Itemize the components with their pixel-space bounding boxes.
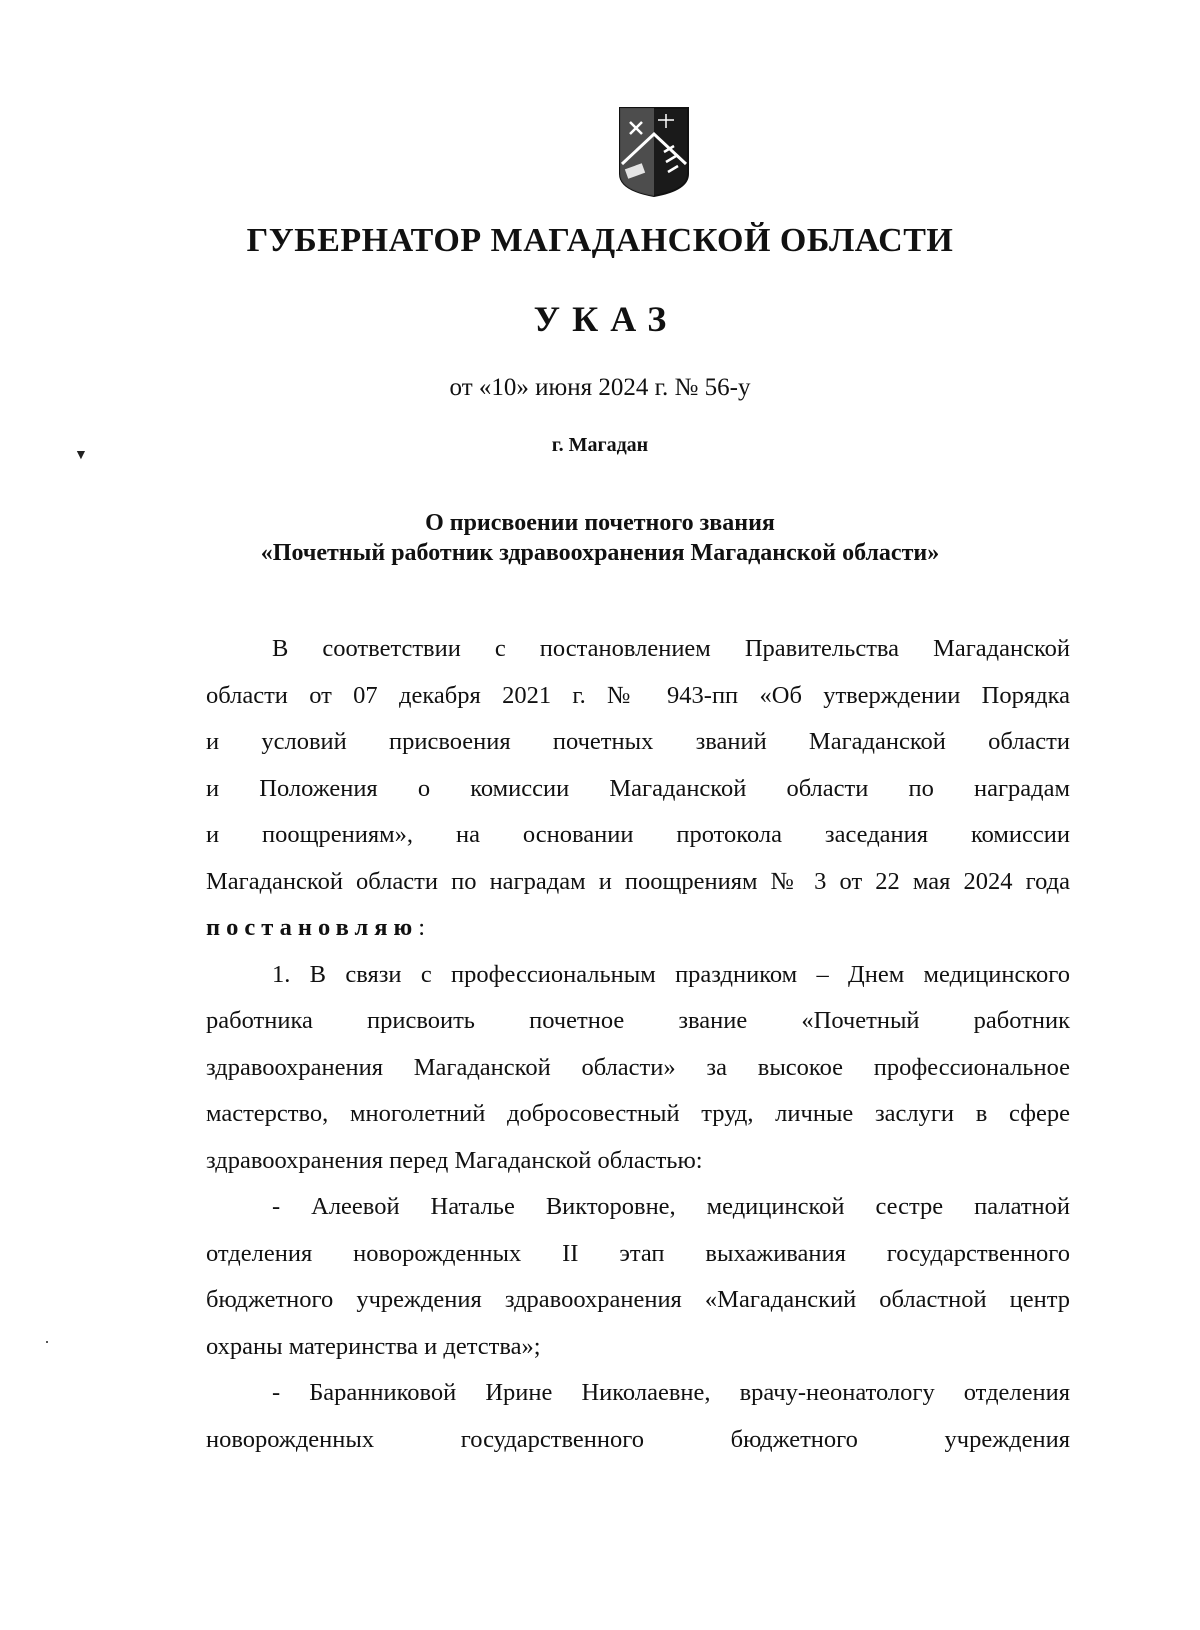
item1-line: здравоохранения перед Магаданской областью:	[206, 1146, 703, 1174]
issuer-title: ГУБЕРНАТОР МАГАДАНСКОЙ ОБЛАСТИ	[246, 222, 954, 259]
decree-subject	[0, 508, 1200, 568]
preamble-line: и условий присвоения почетных званий Магаданской области	[206, 728, 1070, 755]
decree-body	[206, 626, 1070, 1463]
person1-line: - Алеевой Наталье Викторовне, медицинской сестре палатной	[272, 1193, 1070, 1220]
preamble-line: и Положения о комиссии Магаданской области по наградам	[206, 774, 1070, 802]
preamble-line: и поощрениям», на основании протокола заседания комиссии	[206, 821, 1070, 848]
subject-line-1: О присвоении почетного звания	[425, 510, 775, 536]
subject-line-2: «Почетный работник здравоохранения Магаданской области»	[260, 540, 940, 566]
resolve-colon: :	[418, 914, 426, 941]
preamble-line: Магаданской области по наградам и поощрениям № 3 от 22 мая 2024 года	[206, 867, 1070, 895]
coat-of-arms-icon	[614, 104, 694, 198]
person1-line: отделения новорожденных II этап выхаживания государственного	[206, 1239, 1070, 1267]
person2-line: новорожденных государственного бюджетного учреждения	[206, 1425, 1070, 1453]
document-type-title: УКАЗ	[533, 299, 679, 339]
issue-city: г. Магадан	[551, 434, 649, 456]
scan-speck	[46, 1341, 48, 1343]
decree-date-number: от «10» июня 2024 г. № 56-у	[449, 374, 751, 401]
resolve-word: постановляю	[206, 914, 419, 941]
item1-line: здравоохранения Магаданской области» за высокое профессиональное	[206, 1053, 1070, 1081]
item1-line: 1. В связи с профессиональным праздником – Днем медицинского	[272, 960, 1070, 988]
scan-mark: ▼	[74, 448, 88, 463]
preamble-line: В соответствии с постановлением Правительства Магаданской	[272, 635, 1070, 662]
resolve-line	[206, 905, 1070, 952]
person1-line: бюджетного учреждения здравоохранения «Магаданский областной центр	[206, 1286, 1070, 1313]
preamble-line: области от 07 декабря 2021 г. № 943-пп «Об утверждении Порядка	[206, 681, 1070, 709]
person2-line: - Баранниковой Ирине Николаевне, врачу-неонатологу отделения	[272, 1379, 1070, 1406]
item1-line: работника присвоить почетное звание «Почетный работник	[206, 1007, 1070, 1034]
item1-line: мастерство, многолетний добросовестный труд, личные заслуги в сфере	[206, 1100, 1070, 1127]
person1-line: охраны материнства и детства»;	[206, 1332, 541, 1360]
